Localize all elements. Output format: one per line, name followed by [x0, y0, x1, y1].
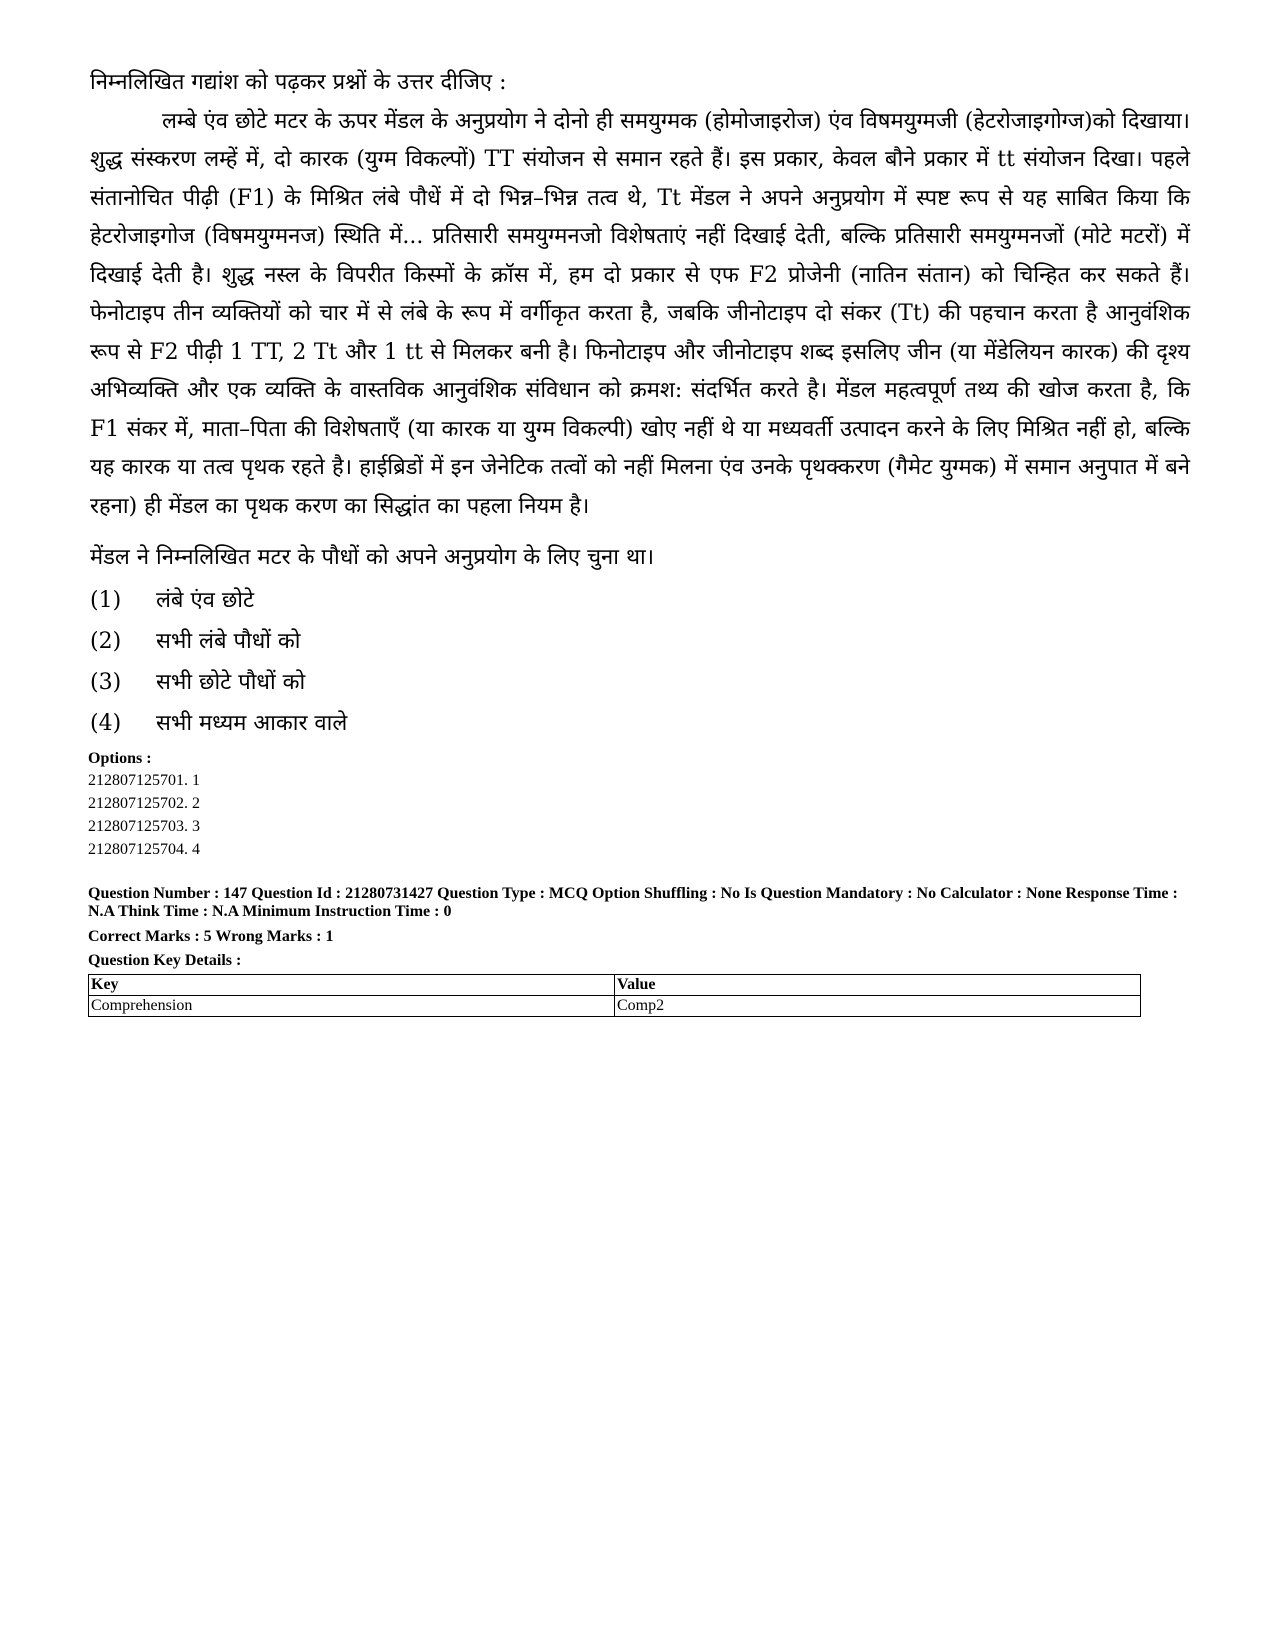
marks-info: Correct Marks : 5 Wrong Marks : 1	[88, 927, 334, 945]
answer-choice	[90, 582, 1190, 623]
instruction-text: निम्नलिखित गद्यांश को पढ़कर प्रश्नों के उत्तर दीजिए :	[90, 70, 507, 95]
key-details-table	[88, 974, 1141, 1017]
table-cell: Comprehension	[89, 995, 615, 1016]
option-id-line: 212807125702. 2	[88, 794, 200, 812]
key-details-heading: Question Key Details :	[88, 951, 242, 969]
option-id-line: 212807125704. 4	[88, 840, 200, 858]
choice-number: (3)	[90, 669, 122, 695]
table-header-cell: Value	[615, 974, 1141, 995]
question-page	[90, 64, 1190, 1017]
choice-text: लंबे एंव छोटे	[156, 587, 255, 613]
table-cell: Comp2	[615, 995, 1141, 1016]
question-info: Question Number : 147 Question Id : 21280731427 Question Type : MCQ Option Shuffling : No Is Question Mandatory : No Calculator : None Response Time : N.A Think Time : N.A Minimum Instruction Time : 0	[88, 884, 1178, 920]
table-row	[89, 995, 1141, 1016]
answer-choice	[90, 705, 1190, 746]
table-header-row	[89, 974, 1141, 995]
answer-choices	[90, 582, 1190, 746]
choice-text: सभी मध्यम आकार वाले	[156, 710, 348, 736]
choice-number: (4)	[90, 710, 122, 736]
metadata-section	[88, 749, 1190, 1017]
choice-number: (2)	[90, 628, 122, 654]
answer-choice	[90, 664, 1190, 705]
passage-text: लम्बे एंव छोटे मटर के ऊपर मेंडल के अनुप्रयोग ने दोनो ही समयुग्मक (होमोजाइरोज) एंव विषमयुग्मजी (हेटरोजाइगोग्ज)को दिखाया। शुद्ध संस्करण लम्हें में, दो कारक (युग्म विकल्पों) TT संयोजन से समान रहते हैं। इस प्रकार, केवल बौने प्रकार में tt संयोजन दिखा। पहले संतानोचित पीढ़ी (F1) के मिश्रित लंबे पौधें में दो भिन्न–भिन्न तत्व थे, Tt मेंडल ने अपने अनुप्रयोग में स्पष्ट रूप से यह साबित किया कि हेटरोजाइगोज (विषमयुग्मनज) स्थिति में... प्रतिसारी समयुग्मनजो विशेषताएं नहीं दिखाई देती, बल्कि प्रतिसारी समयुग्मनजों (मोटे मटरों) में दिखाई देती है। शुद्ध नस्ल के विपरीत किस्मों के क्रॉस में, हम दो प्रकार से एफ F2 प्रोजेनी (नातिन संतान) को चिन्हित कर सकते हैं। फेनोटाइप तीन व्यक्तियों को चार में से लंबे के रूप में वर्गीकृत करता है, जबकि जीनोटाइप दो संकर (Tt) की पहचान करता है आनुवंशिक रूप से F2 पीढ़ी 1 TT, 2 Tt और 1 tt से मिलकर बनी है। फिनोटाइप और जीनोटाइप शब्द इसलिए जीन (या मेंडेलियन कारक) की दृश्य अभिव्यक्ति और एक व्यक्ति के वास्तविक आनुवंशिक संविधान को क्रमश: संदर्भित करते है। मेंडल महत्वपूर्ण तथ्य की खोज करता है, कि F1 संकर में, माता–पिता की विशेषताएँ (या कारक या युग्म विकल्पी) खोए नहीं थे या मध्यवर्ती उत्पादन करने के लिए मिश्रित नहीं हो, बल्कि यह कारक या तत्व पृथक रहते है। हाईब्रिडों में इन जेनेटिक तत्वों को नहीं मिलना एंव उनके पृथक्करण (गैमेट युग्मक) में समान अनुपात में बने रहना) ही मेंडल का पृथक करण का सिद्धांत का पहला नियम है।	[90, 108, 1190, 519]
option-id-line: 212807125701. 1	[88, 771, 200, 789]
choice-text: सभी लंबे पौधों को	[156, 628, 301, 654]
option-id-line: 212807125703. 3	[88, 817, 200, 835]
answer-choice	[90, 623, 1190, 664]
choice-number: (1)	[90, 587, 122, 613]
question-text: मेंडल ने निम्नलिखित मटर के पौधों को अपने अनुप्रयोग के लिए चुना था।	[90, 545, 655, 570]
choice-text: सभी छोटे पौधों को	[156, 669, 306, 695]
table-header-cell: Key	[89, 974, 615, 995]
options-heading: Options :	[88, 749, 152, 767]
options-list	[88, 769, 1190, 861]
